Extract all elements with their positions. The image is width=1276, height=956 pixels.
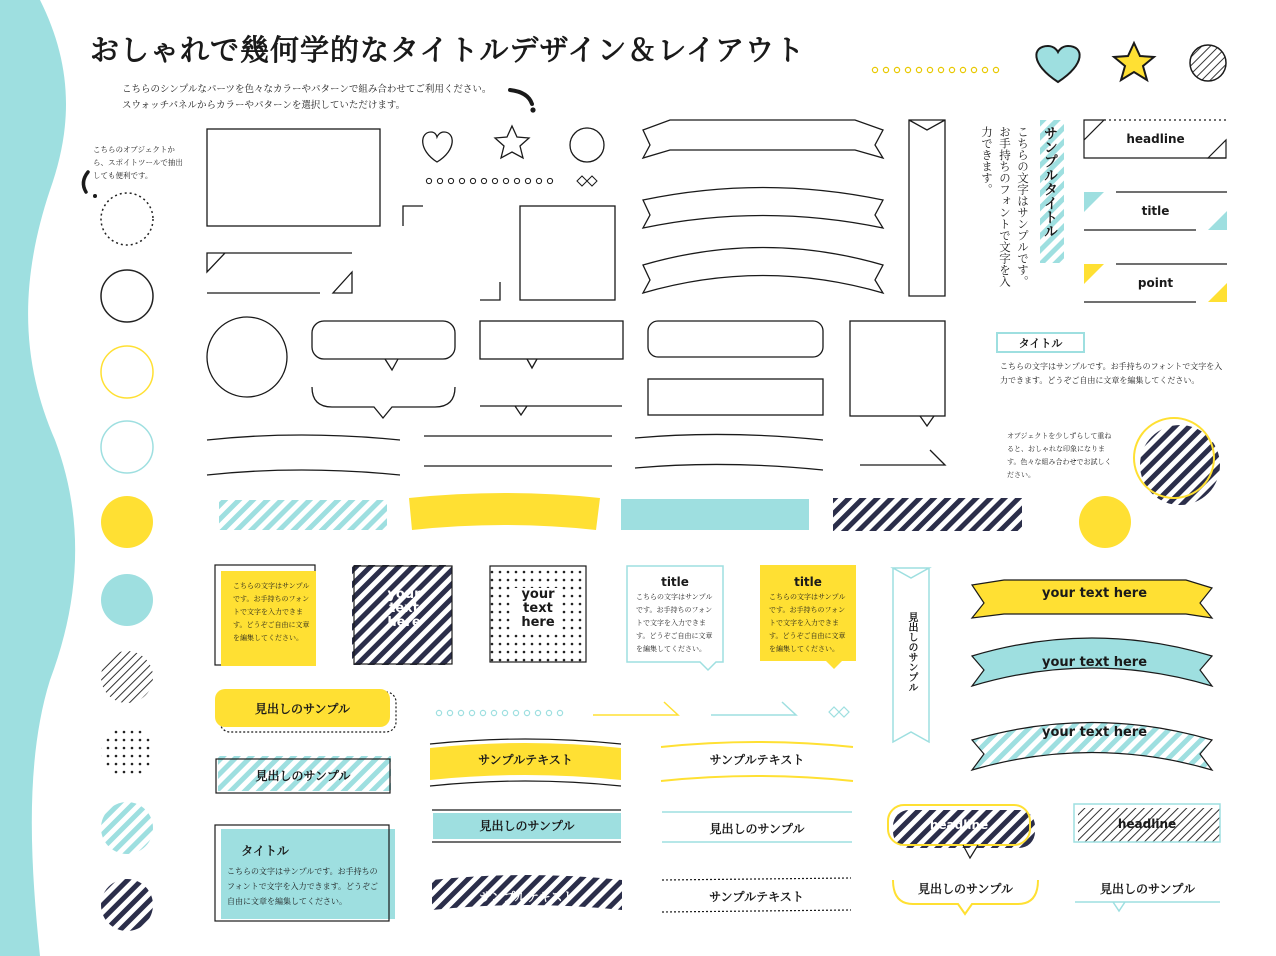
vertical-body: こちらの文字はサンプルです。お手持ちのフォントで文字を入力できます。 [980, 126, 1030, 287]
star-icon [1114, 43, 1154, 80]
heart-icon [1036, 46, 1079, 82]
dotted-circle-row [872, 67, 998, 72]
arc-accent [510, 90, 532, 104]
page-title: おしゃれで幾何学的なタイトルデザイン＆レイアウト [90, 33, 806, 67]
vertical-heading: 見出しのサンプル [906, 612, 917, 692]
title-label: title [1141, 204, 1170, 218]
card-body-2: こちらの文字はサンプルです。お手持ちのフォントで文字を入力できます。どうぞご自由に文章を編集してください。 [769, 593, 846, 653]
ribbon-label-2: your text here [1041, 655, 1148, 670]
heading-cyan-lines: 見出しのサンプル [709, 822, 805, 836]
heading-navy-stripe: サンプルテキスト [479, 890, 575, 904]
point-label: point [1137, 276, 1174, 290]
headline-label: headline [1126, 132, 1185, 146]
card-title-1: title [661, 575, 689, 589]
headline-pill-navy: headline [929, 818, 989, 832]
dot-card-text: your text here [514, 588, 562, 630]
arc-accent-left [83, 172, 88, 192]
bottom-box-body: こちらの文字はサンプルです。お手持ちのフォントで文字を入力できます。どうぞご自由に文章を編集してください。 [227, 867, 378, 906]
heading-yellow-bubble: 見出しのサンプル [918, 882, 1013, 896]
overlap-note: オブジェクトを少しずらして重ねると、おしゃれな印象になります。色々な組み合わせでお試しください。 [1007, 432, 1112, 479]
intro-line-2: スウォッチパネルからカラーやパターンを選択していただけます。 [122, 100, 406, 111]
intro-text [122, 82, 491, 114]
heading-cyan-band: 見出しのサンプル [479, 819, 575, 833]
titled-box-title: タイトル [1018, 337, 1063, 350]
stripe-card-text: your text here [387, 587, 421, 630]
heading-yellow-pill: 見出しのサンプル [255, 702, 350, 716]
tape-cyan-solid [621, 499, 809, 530]
heading-dotted: サンプルテキスト [709, 890, 804, 904]
bottom-box-title: タイトル [241, 844, 289, 858]
outline-frames [207, 120, 945, 475]
heading-cyan-underline: 見出しのサンプル [1100, 882, 1195, 896]
tape-yellow-curve [409, 493, 600, 530]
card-body-1: こちらの文字はサンプルです。お手持ちのフォントで文字を入力できます。どうぞご自由に文章を編集してください。 [636, 593, 713, 653]
heading-stripe-box: 見出しのサンプル [255, 769, 351, 783]
heading-yellow-lines: サンプルテキスト [709, 753, 805, 767]
ribbon-label-1: your text here [1041, 586, 1148, 601]
mid-dots [436, 710, 562, 715]
intro-line-1: こちらのシンプルなパーツを色々なカラーやパターンで組み合わせてご利用ください。 [122, 84, 492, 95]
tape-navy-stripe [833, 498, 1022, 531]
card-title-2: title [794, 575, 822, 589]
sidebar-note: こちらのオブジェクトから、スポイトツールで抽出しても便利です。 [93, 145, 183, 180]
headline-box-stripe: headline [1117, 817, 1177, 831]
vertical-title: サンプルタイトル [1042, 126, 1058, 238]
tape-cyan-stripe [219, 500, 387, 530]
yellow-card-text: こちらの文字はサンプルです。お手持ちのフォントで文字を入力できます。どうぞご自由に文章を編集してください。 [233, 582, 310, 642]
stripe-circle-icon [1190, 45, 1226, 81]
titled-box-body: こちらの文字はサンプルです。お手持ちのフォントで文字を入力できます。どうぞご自由に文章を編集してください。 [1000, 362, 1223, 385]
wavy-sidebar-band [0, 0, 75, 956]
small-dot-row [426, 176, 597, 186]
ribbon-label-3: your text here [1041, 725, 1148, 740]
swatch-circles [101, 193, 153, 931]
heading-yellow-banner: サンプルテキスト [478, 753, 573, 767]
